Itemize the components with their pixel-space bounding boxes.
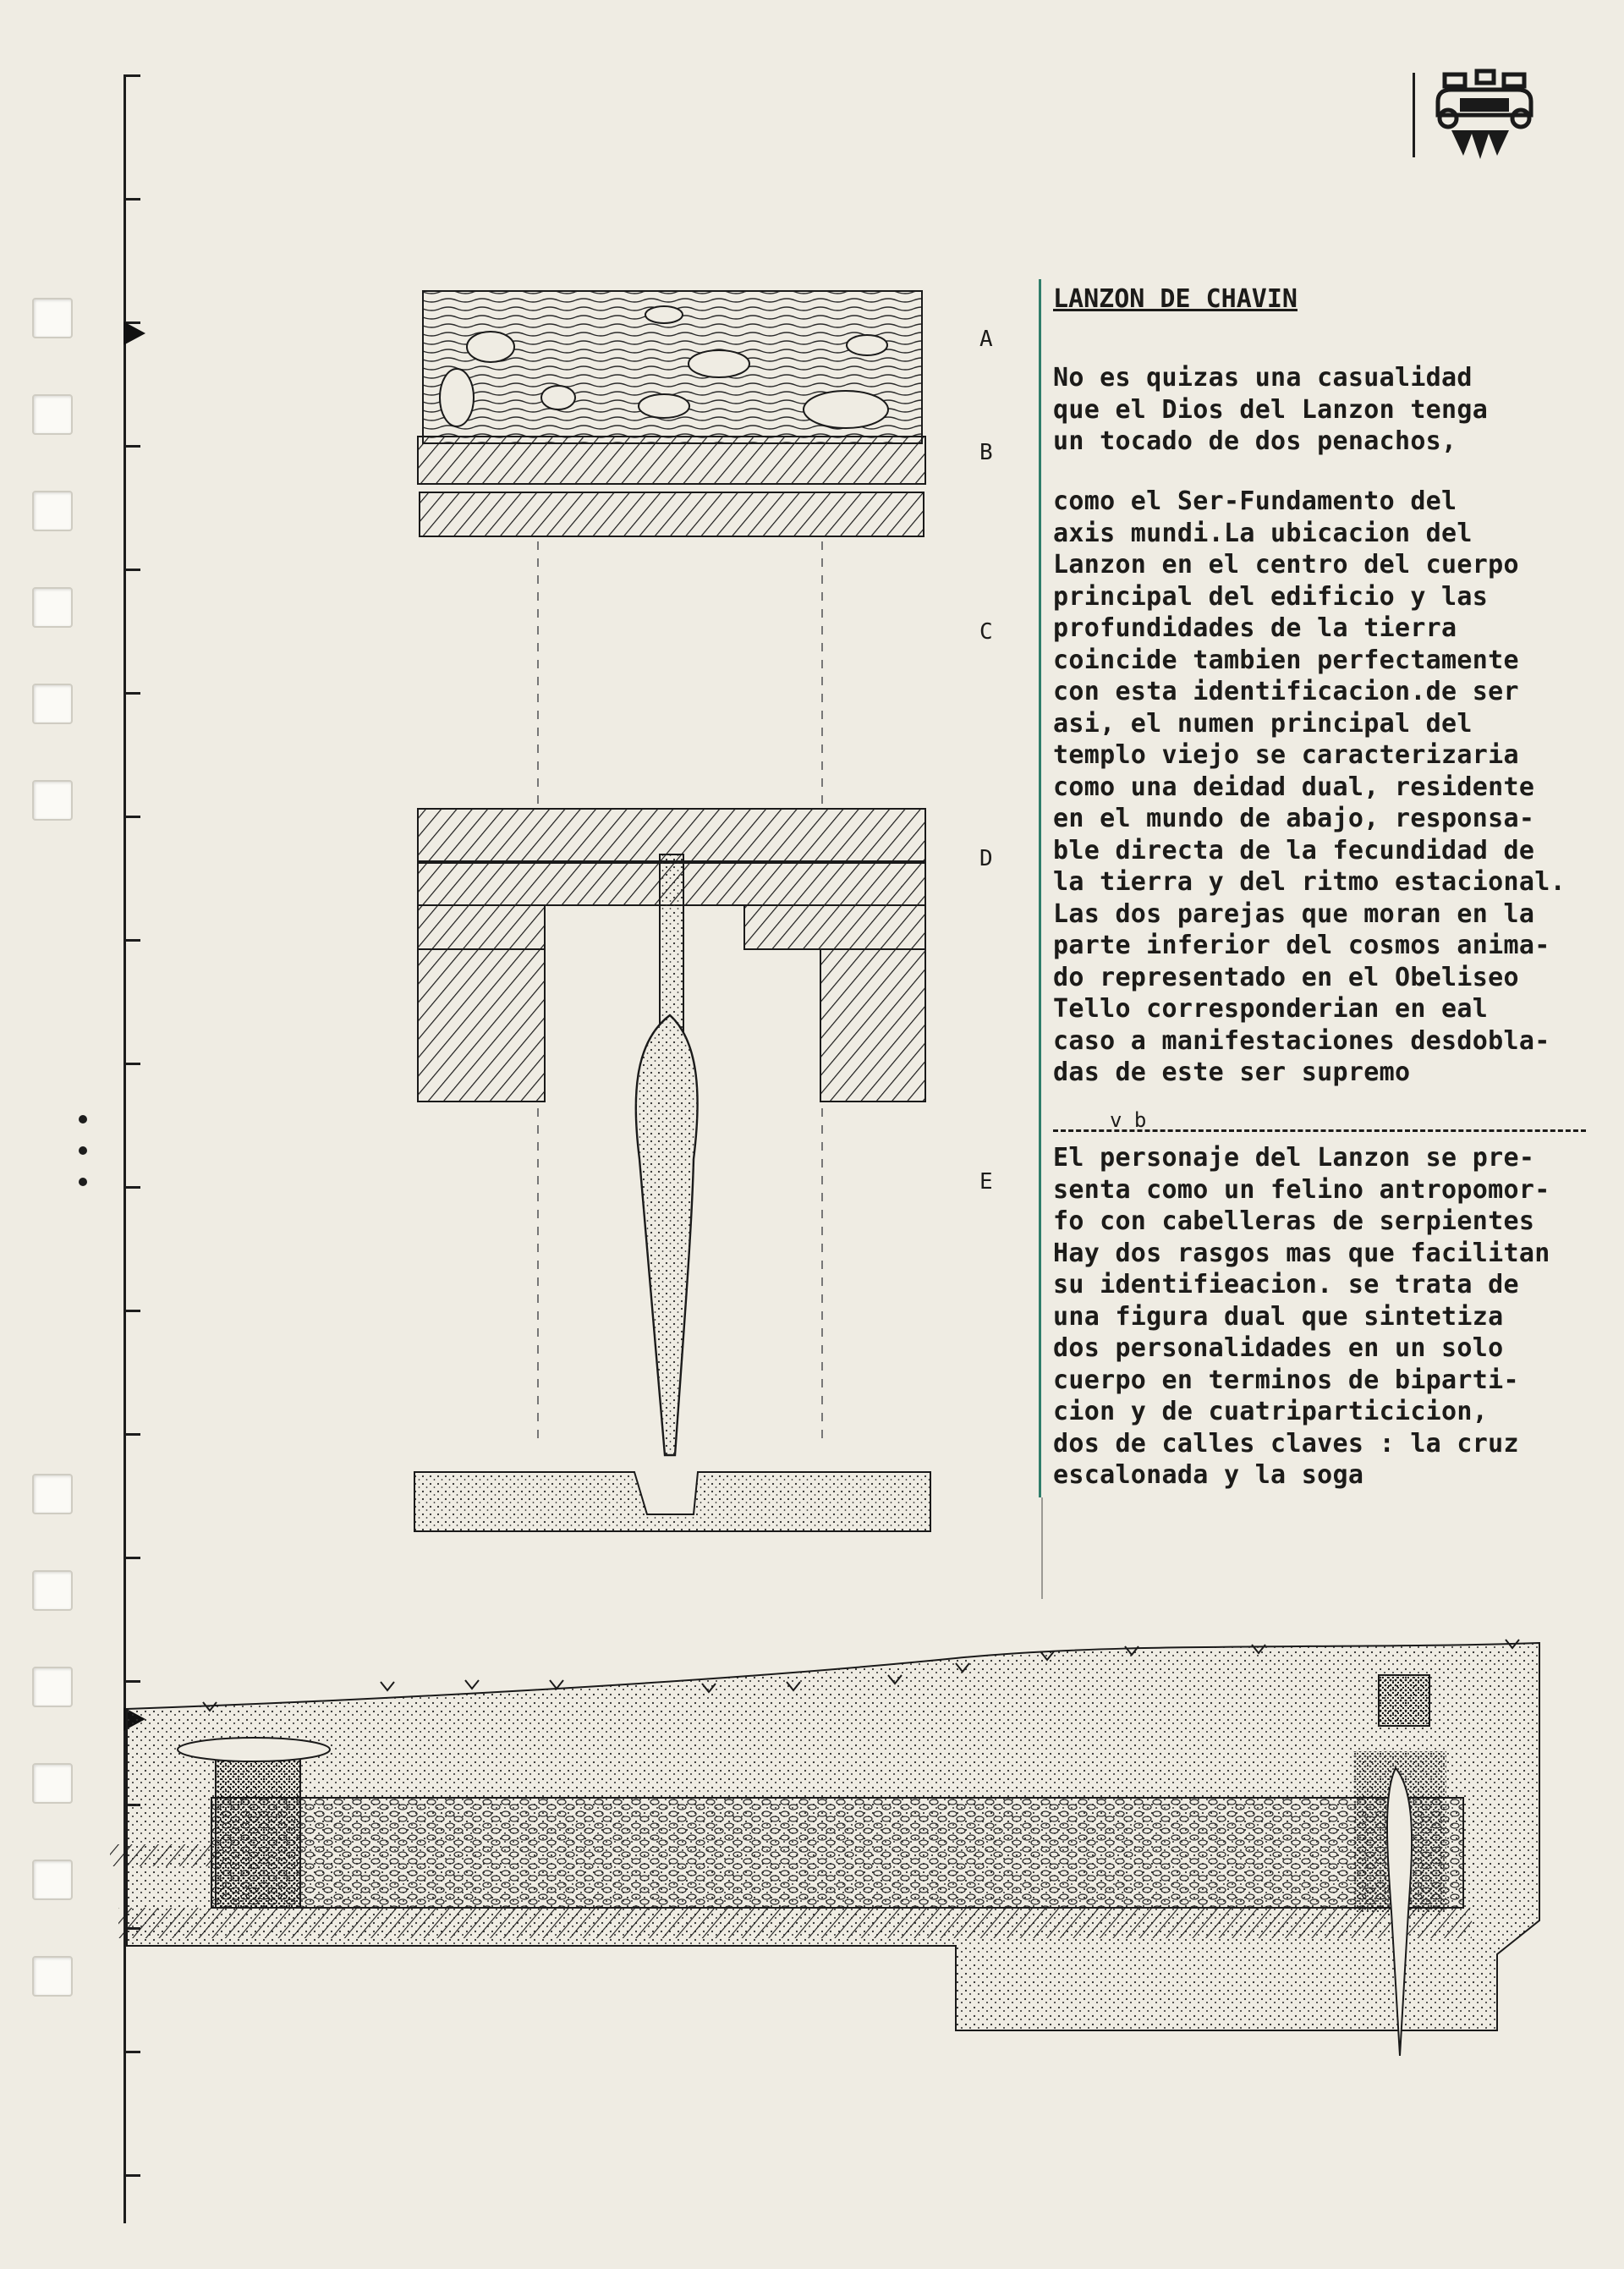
text-line: en el mundo de abajo, responsa-	[1053, 804, 1535, 833]
glyph-logo-icon	[1429, 68, 1539, 165]
section-letter-b: B	[979, 440, 993, 465]
text-line: axis mundi.La ubicacion del	[1053, 518, 1473, 548]
ruler-tick	[123, 198, 140, 201]
section-letter-e: E	[979, 1169, 993, 1195]
text-line: como el Ser-Fundamento del	[1053, 486, 1457, 516]
ruler-dot	[79, 1178, 87, 1186]
text-line: caso a manifestaciones desdobla-	[1053, 1025, 1550, 1056]
ruler-tick	[123, 445, 140, 448]
binding-hole	[32, 1474, 73, 1514]
text-line: con esta identificacion.de ser	[1053, 677, 1519, 706]
text-line: Lanzon en el centro del cuerpo	[1053, 550, 1519, 580]
text-line: coincide tambien perfectamente	[1053, 645, 1519, 675]
text-line: fo con cabelleras de serpientes	[1053, 1206, 1535, 1236]
margin-line-faint	[1041, 1497, 1043, 1599]
text-line: do representado en el Obeliseo	[1053, 962, 1519, 992]
ruler-tick	[123, 816, 140, 818]
ruler-tick	[123, 1310, 140, 1312]
ruler-tick	[123, 74, 140, 77]
ruler-tick	[123, 692, 140, 695]
text-line: asi, el numen principal del	[1053, 708, 1473, 739]
paragraph-1	[1053, 362, 1603, 1089]
ruler-tick	[123, 1186, 140, 1189]
text-line: profundidades de la tierra	[1053, 613, 1457, 643]
binding-hole	[32, 780, 73, 821]
margin-line	[1039, 279, 1041, 1497]
binding-hole	[32, 298, 73, 338]
text-line: dos de calles claves : la cruz	[1053, 1428, 1519, 1459]
text-line	[1053, 458, 1603, 490]
text-line: No es quizas una casualidad	[1053, 363, 1473, 393]
ruler-tick	[123, 1557, 140, 1559]
ruler-tick	[123, 569, 140, 571]
text-line: una figura dual que sintetiza	[1053, 1301, 1504, 1332]
text-line: Las dos parejas que moran en la	[1053, 898, 1535, 929]
paragraph-2	[1053, 1142, 1603, 1492]
binding-hole	[32, 1570, 73, 1611]
binding-hole	[32, 491, 73, 531]
ruler-tick	[123, 1063, 140, 1065]
section-letter-a: A	[979, 327, 993, 352]
binding-hole	[32, 1667, 73, 1707]
text-line: Hay dos rasgos mas que facilitan	[1053, 1238, 1550, 1268]
text-line: ble directa de la fecundidad de	[1053, 835, 1535, 865]
text-line: cion y de cuatriparticicion,	[1053, 1397, 1489, 1426]
binding-hole	[32, 394, 73, 435]
ruler-marker	[123, 321, 145, 345]
ruler-tick	[123, 939, 140, 942]
ruler-tick	[123, 2174, 140, 2177]
binding-hole	[32, 684, 73, 724]
gallery-section-drawing	[110, 1633, 1548, 2107]
text-line: das de este ser supremo	[1053, 1058, 1411, 1087]
binding-hole	[32, 1956, 73, 1997]
text-line: parte inferior del cosmos anima-	[1053, 931, 1550, 960]
separator-mark: v b	[1110, 1108, 1147, 1132]
text-line: principal del edificio y las	[1053, 581, 1489, 612]
page-title: LANZON DE CHAVIN	[1053, 284, 1298, 314]
lanzon-section-drawing	[406, 279, 947, 1548]
binding-hole	[32, 587, 73, 628]
text-line: Tello corresponderian en eal	[1053, 994, 1489, 1024]
text-line: templo viejo se caracterizaria	[1053, 740, 1519, 770]
section-letter-d: D	[979, 846, 993, 871]
text-line: senta como un felino antropomor-	[1053, 1174, 1550, 1205]
text-line: cuerpo en terminos de biparti-	[1053, 1365, 1519, 1395]
text-line: escalonada y la soga	[1053, 1460, 1364, 1490]
ruler-tick	[123, 1433, 140, 1436]
section-letter-c: C	[979, 619, 993, 645]
ruler-dot	[79, 1115, 87, 1124]
text-line: un tocado de dos penachos,	[1053, 426, 1457, 456]
text-line: El personaje del Lanzon se pre-	[1053, 1143, 1535, 1173]
text-line: la tierra y del ritmo estacional.	[1053, 867, 1566, 897]
ruler-dot	[79, 1146, 87, 1155]
binding-hole	[32, 1860, 73, 1900]
binding-hole	[32, 1763, 73, 1804]
text-line: como una deidad dual, residente	[1053, 772, 1535, 802]
text-line: dos personalidades en un solo	[1053, 1333, 1504, 1363]
logo-divider	[1413, 73, 1415, 157]
text-line: que el Dios del Lanzon tenga	[1053, 394, 1489, 425]
text-line: su identifieacion. se trata de	[1053, 1270, 1519, 1299]
